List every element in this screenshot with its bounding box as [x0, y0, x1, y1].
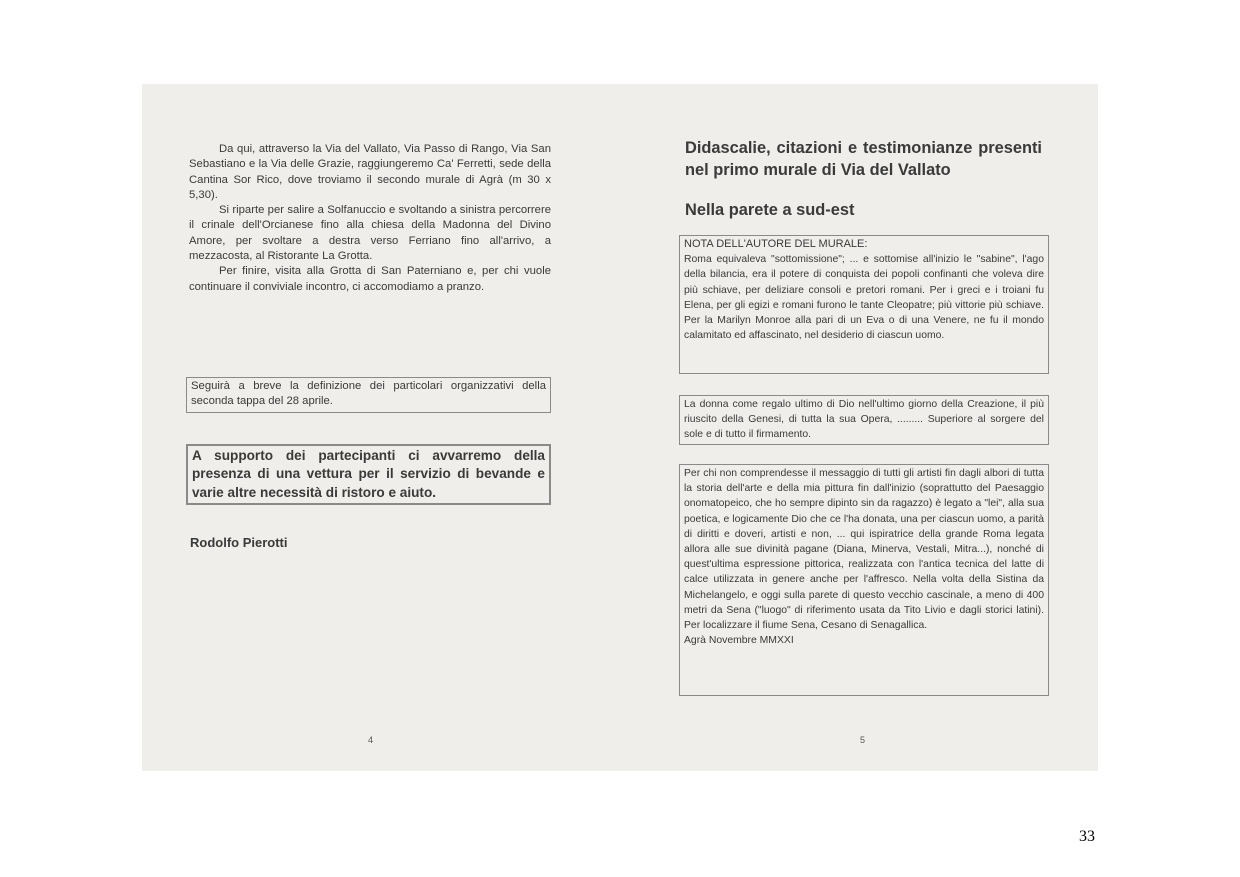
paragraph: Per finire, visita alla Grotta di San Paterniano e, per chi vuole continuare il conviviale incontro, ci accomodiamo a pranzo.: [189, 265, 551, 293]
message-signature: Agrà Novembre MMXXI: [684, 635, 794, 647]
author-note-text: Roma equivaleva "sottomissione"; ... e sottomise all'inizio le "sabine", l'ago della bilancia, era il potere di conquista dei popoli confinanti che voleva dire più schiave, per deliziare consoli e pretori romani. Per i greci e i troiani fu Elena, per gli egizi e romani furono le tante Cleopatre; più vittorie più schiave. Per la Marilyn Monroe alla pari di un Eva o di una Venere, ne fu il mondo calamitato ed affascinato, nel desiderio di ciascun uomo.: [684, 254, 1044, 342]
scanned-spread: [142, 84, 1098, 771]
author-note-box: [679, 235, 1049, 374]
support-box-text: A supporto dei partecipanti ci avvarremo della presenza di una vettura per il servizio di bevande e varie altre necessità di ristoro e aiuto.: [192, 448, 545, 500]
author-signature: Rodolfo Pierotti: [190, 535, 288, 550]
quote-box: [679, 395, 1049, 445]
support-box: [186, 444, 551, 505]
info-box-text: Seguirà a breve la definizione dei particolari organizzativi della seconda tappa del 28 aprile.: [191, 380, 546, 408]
author-note-title: NOTA DELL'AUTORE DEL MURALE:: [684, 238, 868, 250]
quote-text: La donna come regalo ultimo di Dio nell'ultimo giorno della Creazione, il più riuscito della Genesi, di tutta la sua Opera, ......... Superiore al sorgere del sole e di tutto il firmamento.: [684, 399, 1044, 441]
page-number-right: 5: [860, 735, 866, 745]
message-text: Per chi non comprendesse il messaggio di tutti gli artisti fin dagli albori di tutta la storia dell'arte e della mia pittura fin dall'inizio (soprattutto del Paesaggio onomatopeico, che ho sempre dipinto sin da ragazzo) è legato a "lei", alla sua poetica, e logicamente Dio che ce l'ha donata, una per ciascun uomo, a parità di diritti e doveri, artisti e non, ... qui ispiratrice della grande Roma legata allora alle sue divinità pagane (Diana, Minerva, Vestali, Mitra...), nonché di quest'ultima espressione pittorica, realizzata con l'antica tecnica del latte di calce utilizzata in genere anche per l'affresco. Nella volta della Sistina da Michelangelo, e oggi sulla parete di questo vecchio cascinale, a meno di 400 metri da Sena ("luogo" di riferimento usata da Tito Livio e dagli storici latini). Per localizzare il fiume Sena, Cesano di Senagallica.: [684, 468, 1044, 632]
message-box: [679, 464, 1049, 696]
left-page: [142, 84, 620, 771]
right-page: [620, 84, 1098, 771]
info-box: [186, 377, 551, 413]
paragraph: Si riparte per salire a Solfanuccio e svoltando a sinistra percorrere il crinale dell'Orcianese fino alla chiesa della Madonna del Divino Amore, per svoltare a destra verso Ferriano fino all'arrivo, a mezzacosta, al Ristorante La Grotta.: [189, 204, 551, 263]
paragraph: Da qui, attraverso la Via del Vallato, Via Passo di Rango, Via San Sebastiano e la Via delle Grazie, raggiungeremo Ca' Ferretti, sede della Cantina Sor Rico, dove troviamo il secondo murale di Agrà (m 30 x 5,30).: [189, 143, 551, 201]
section-heading: Didascalie, citazioni e testimonianze presenti nel primo murale di Via del Vallato: [685, 139, 1042, 179]
document-page-number: 33: [1079, 828, 1095, 845]
section-subheading: Nella parete a sud-est: [685, 201, 855, 219]
page-number-left: 4: [368, 735, 374, 745]
left-body-text: [189, 142, 551, 295]
